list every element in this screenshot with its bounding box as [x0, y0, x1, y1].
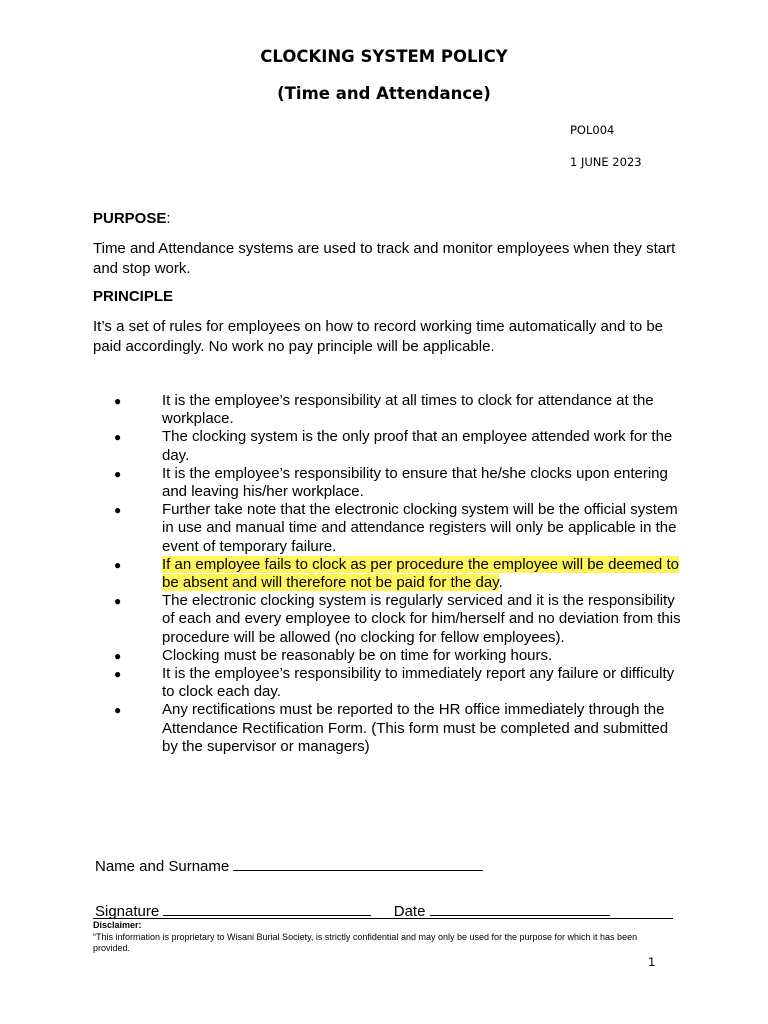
- disclaimer-label: Disclaimer:: [93, 920, 142, 930]
- bullet-icon: ●: [114, 667, 122, 682]
- name-surname-label: Name and Surname: [95, 858, 230, 875]
- bullet-icon: ●: [114, 703, 122, 718]
- list-item: [93, 701, 683, 756]
- principle-text: It’s a set of rules for employees on how to record working time automatically and to be paid accordingly. No work no pay principle will be applicable.: [93, 318, 664, 355]
- bullet-icon: ●: [114, 430, 122, 445]
- list-item-text: It is the employee’s responsibility to immediately report any failure or difficulty to clock each day.: [162, 665, 675, 701]
- list-item-text: Any rectifications must be reported to the HR office immediately through the Attendance Rectification Form. (This form must be completed and submitted by the supervisor or managers): [162, 701, 669, 755]
- name-surname-field[interactable]: [233, 856, 483, 871]
- bullet-icon: ●: [114, 394, 122, 408]
- document-title: CLOCKING SYSTEM POLICY: [260, 47, 508, 66]
- list-item-text: It is the employee’s responsibility to ensure that he/she clocks upon entering and leaving his/her workplace.: [162, 464, 668, 501]
- footer-divider: [93, 918, 673, 919]
- document-subtitle: (Time and Attendance): [277, 84, 491, 103]
- principle-heading-text: PRINCIPLE: [93, 288, 174, 305]
- list-item-text: It is the employee’s responsibility at all times to clock for attendance at the workplace.: [162, 392, 654, 428]
- bullet-icon: ●: [114, 648, 122, 663]
- list-item-text: The clocking system is the only proof that an employee attended work for the day.: [162, 428, 673, 464]
- bullet-icon: ●: [114, 594, 122, 609]
- list-item-text: Clocking must be reasonably be on time for working hours.: [162, 646, 553, 664]
- list-item: [93, 665, 683, 701]
- bullet-icon: ●: [114, 466, 122, 481]
- list-item: [93, 592, 683, 647]
- list-item: [93, 428, 683, 464]
- purpose-text: Time and Attendance systems are used to track and monitor employees when they start and stop work.: [93, 240, 676, 277]
- page-number: 1: [648, 955, 656, 969]
- purpose-heading-colon: :: [166, 210, 171, 227]
- signature-field[interactable]: [163, 901, 371, 916]
- date-field[interactable]: [430, 901, 610, 916]
- bullet-icon: ●: [114, 557, 122, 572]
- list-item-text: The electronic clocking system is regularly serviced and it is the responsibility of each and every employee to clock for him/herself and no deviation from this procedure will be allowed (no clocking for fellow employees).: [162, 592, 681, 646]
- list-item: [93, 465, 683, 501]
- policy-code: POL004: [570, 123, 615, 137]
- date-label: Date: [393, 903, 426, 920]
- principle-heading: [93, 288, 173, 305]
- policy-rules-list: [93, 392, 683, 756]
- list-item-trailing-period: .: [498, 574, 503, 592]
- highlighted-text: If an employee fails to clock as per procedure the employee will be deemed to be absent and will therefore not be paid for the day: [162, 555, 679, 592]
- name-surname-row: [95, 856, 483, 875]
- list-item: [93, 501, 683, 556]
- signature-label: Signature: [95, 903, 160, 920]
- list-item: [93, 647, 683, 665]
- list-item-text: Further take note that the electronic clocking system will be the official system in use and manual time and attendance registers will only be applicable in the event of temporary failure.: [162, 501, 678, 555]
- purpose-heading-text: PURPOSE: [93, 210, 167, 227]
- bullet-icon: ●: [114, 503, 122, 518]
- policy-date: 1 JUNE 2023: [570, 155, 642, 169]
- list-item-highlighted: [93, 556, 683, 592]
- list-item: [93, 392, 683, 428]
- purpose-heading: [93, 210, 171, 227]
- disclaimer-text: “This information is proprietary to Wisani Burial Society, is strictly confidential and may only be used for the purpose for which it has been provided.: [93, 932, 638, 953]
